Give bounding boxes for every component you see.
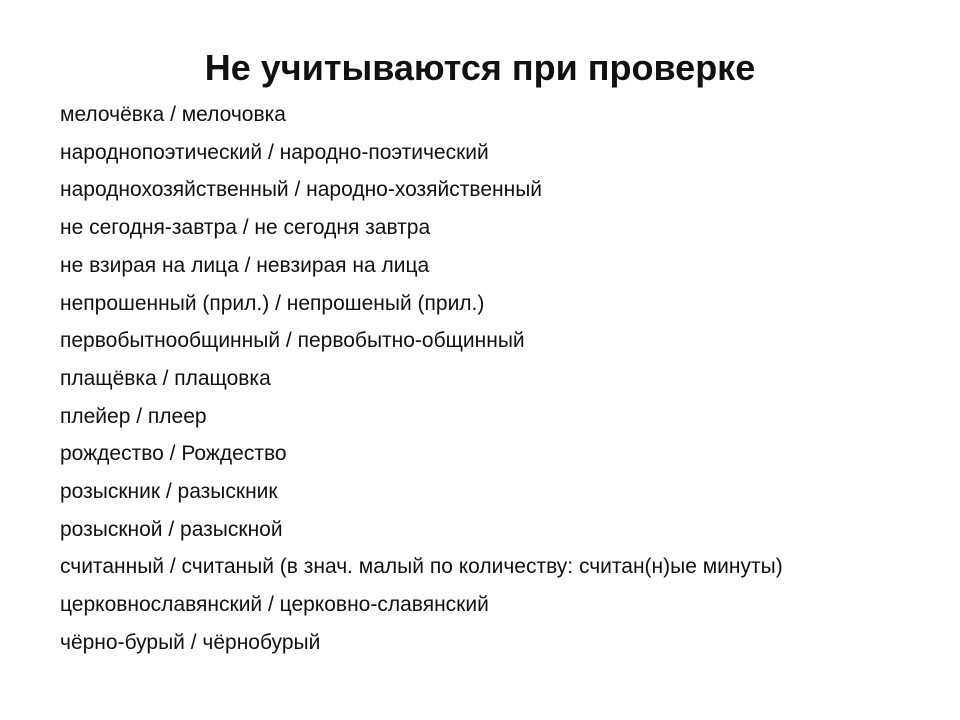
word-pair-item: народнохозяйственный / народно-хозяйственный bbox=[60, 178, 543, 202]
word-pair-item: мелочёвка / мелочовка bbox=[60, 103, 286, 126]
word-pair-item: чёрно-бурый / чёрнобурый bbox=[60, 630, 321, 654]
word-pair-item: не сегодня-завтра / не сегодня завтра bbox=[60, 216, 431, 240]
word-pair-item: плейер / плеер bbox=[60, 404, 207, 428]
word-pair-item: первобытнообщинный / первобытно-общинный bbox=[60, 329, 525, 353]
word-pair-item: считанный / считаный (в знач. малый по количеству: считан(н)ые минуты) bbox=[60, 555, 783, 579]
word-pair-item: розыскник / разыскник bbox=[60, 480, 278, 504]
word-pair-item: рождество / Рождество bbox=[60, 442, 287, 466]
word-pair-item: розыскной / разыскной bbox=[60, 517, 283, 541]
word-pair-item: не взирая на лица / невзирая на лица bbox=[60, 253, 430, 277]
word-pair-item: непрошенный (прил.) / непрошеный (прил.) bbox=[60, 291, 485, 315]
word-pair-list bbox=[60, 96, 940, 662]
word-pair-item: народнопоэтический / народно-поэтический bbox=[60, 140, 489, 164]
slide-title: Не учитываются при проверке bbox=[204, 47, 756, 88]
word-pair-item: плащёвка / плащовка bbox=[60, 366, 271, 390]
word-pair-item: церковнославянский / церковно-славянский bbox=[60, 593, 489, 617]
